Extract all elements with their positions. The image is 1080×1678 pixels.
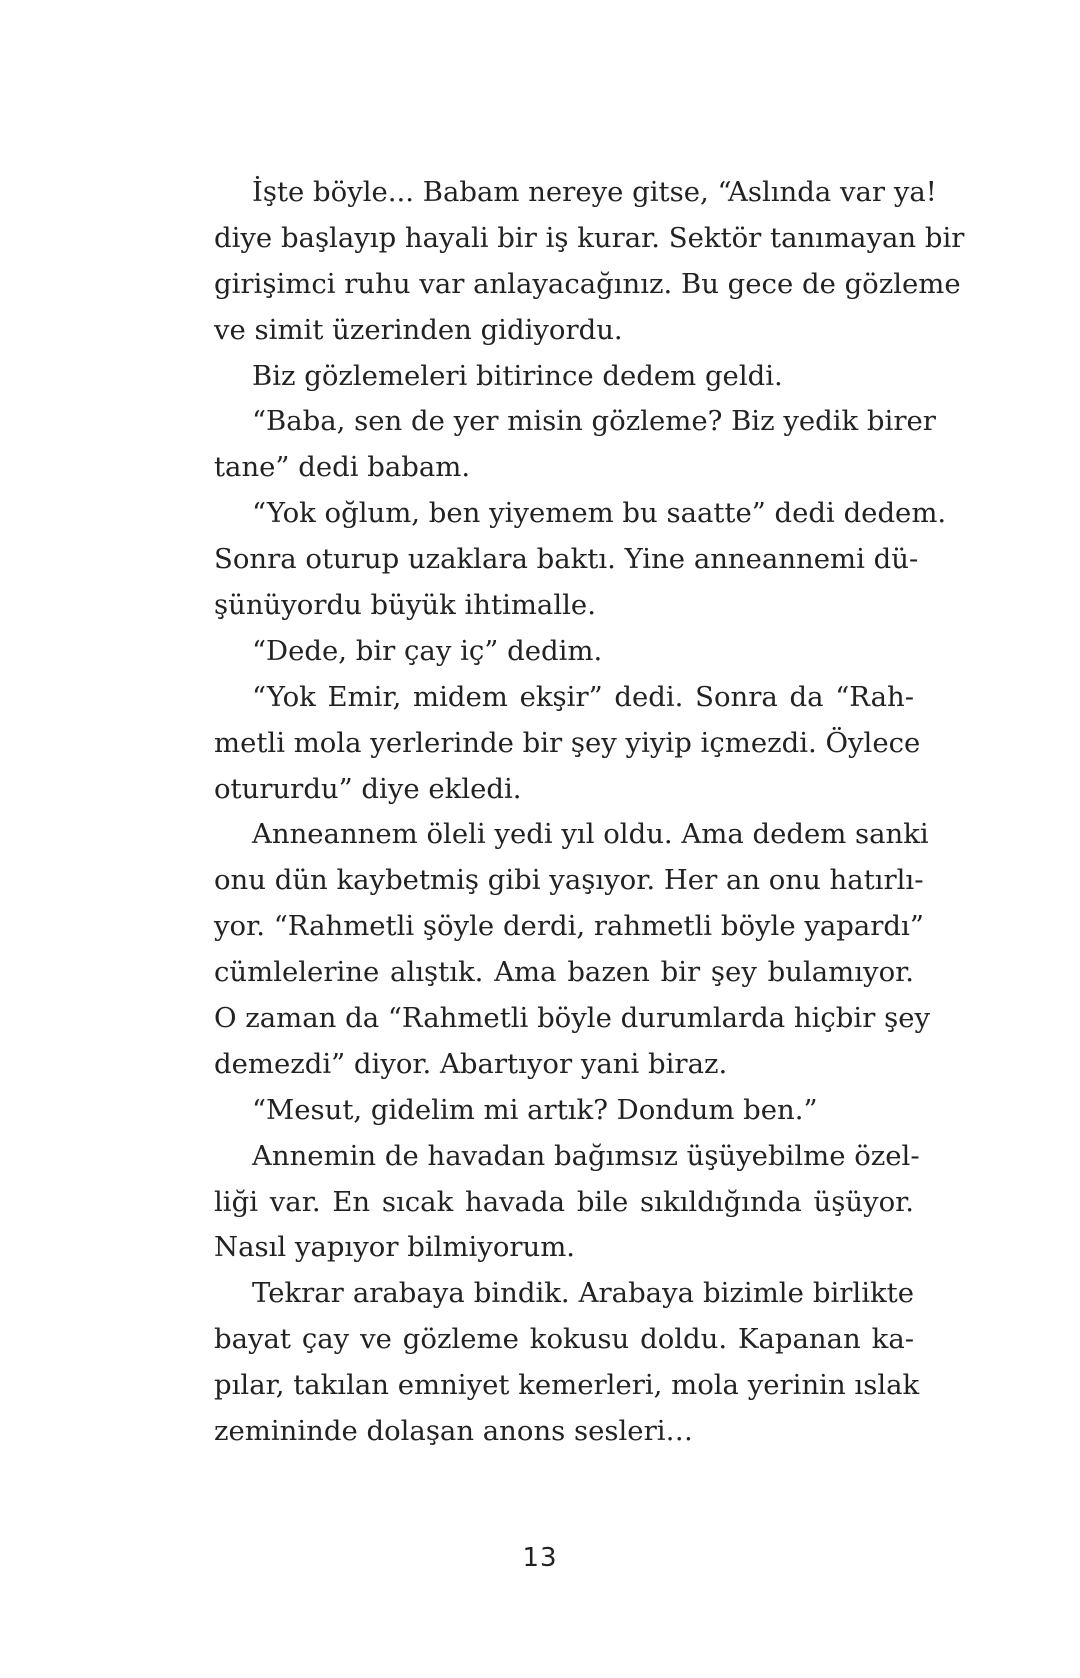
text-line: ve simit üzerinden gidiyordu.	[214, 313, 623, 346]
text-line: metli mola yerlerinde bir şey yiyip içmezdi. Öylece	[214, 726, 921, 759]
page-number: 13	[522, 1543, 558, 1573]
text-line: Sonra oturup uzaklara baktı. Yine anneannemi dü-	[214, 543, 919, 576]
text-line: “Dede, bir çay iç” dedim.	[252, 634, 603, 667]
text-line: cümlelerine alıştık. Ama bazen bir şey bulamıyor.	[214, 956, 914, 989]
body-text	[214, 170, 965, 1455]
text-line: bayat çay ve gözleme kokusu doldu. Kapanan ka-	[214, 1323, 914, 1356]
text-line: Biz gözlemeleri bitirince dedem geldi.	[252, 359, 783, 392]
text-line: İşte böyle... Babam nereye gitse, “Aslında var ya!	[252, 176, 937, 208]
text-line: “Baba, sen de yer misin gözleme? Biz yedik birer	[252, 405, 936, 438]
text-line: Tekrar arabaya bindik. Arabaya bizimle birlikte	[252, 1277, 914, 1310]
text-line: O zaman da “Rahmetli böyle durumlarda hiçbir şey	[214, 1002, 931, 1035]
text-line: tane” dedi babam.	[214, 451, 471, 484]
text-line: diye başlayıp hayali bir iş kurar. Sektör tanımayan bir	[214, 221, 965, 254]
text-line: “Mesut, gidelim mi artık? Dondum ben.”	[252, 1093, 818, 1126]
text-line: onu dün kaybetmiş gibi yaşıyor. Her an onu hatırlı-	[214, 864, 924, 897]
text-line: girişimci ruhu var anlayacağınız. Bu gece de gözleme	[214, 267, 961, 300]
text-line: otururdu” diye ekledi.	[214, 772, 522, 805]
text-line: Anneannem öleli yedi yıl oldu. Ama dedem sanki	[252, 818, 929, 851]
text-line: şünüyordu büyük ihtimalle.	[214, 589, 596, 622]
text-line: demezdi” diyor. Abartıyor yani biraz.	[214, 1047, 728, 1080]
text-line: Annemin de havadan bağımsız üşüyebilme özel-	[252, 1139, 920, 1172]
text-line: zemininde dolaşan anons sesleri…	[214, 1415, 694, 1448]
text-line: “Yok Emir, midem ekşir” dedi. Sonra da “Rah-	[252, 680, 914, 713]
text-line: yor. “Rahmetli şöyle derdi, rahmetli böyle yapardı”	[214, 910, 924, 943]
text-line: “Yok oğlum, ben yiyemem bu saatte” dedi dedem.	[252, 497, 947, 530]
text-line: pılar, takılan emniyet kemerleri, mola yerinin ıslak	[214, 1369, 920, 1402]
text-line: liği var. En sıcak havada bile sıkıldığında üşüyor.	[214, 1185, 914, 1218]
text-line: Nasıl yapıyor bilmiyorum.	[214, 1231, 576, 1264]
